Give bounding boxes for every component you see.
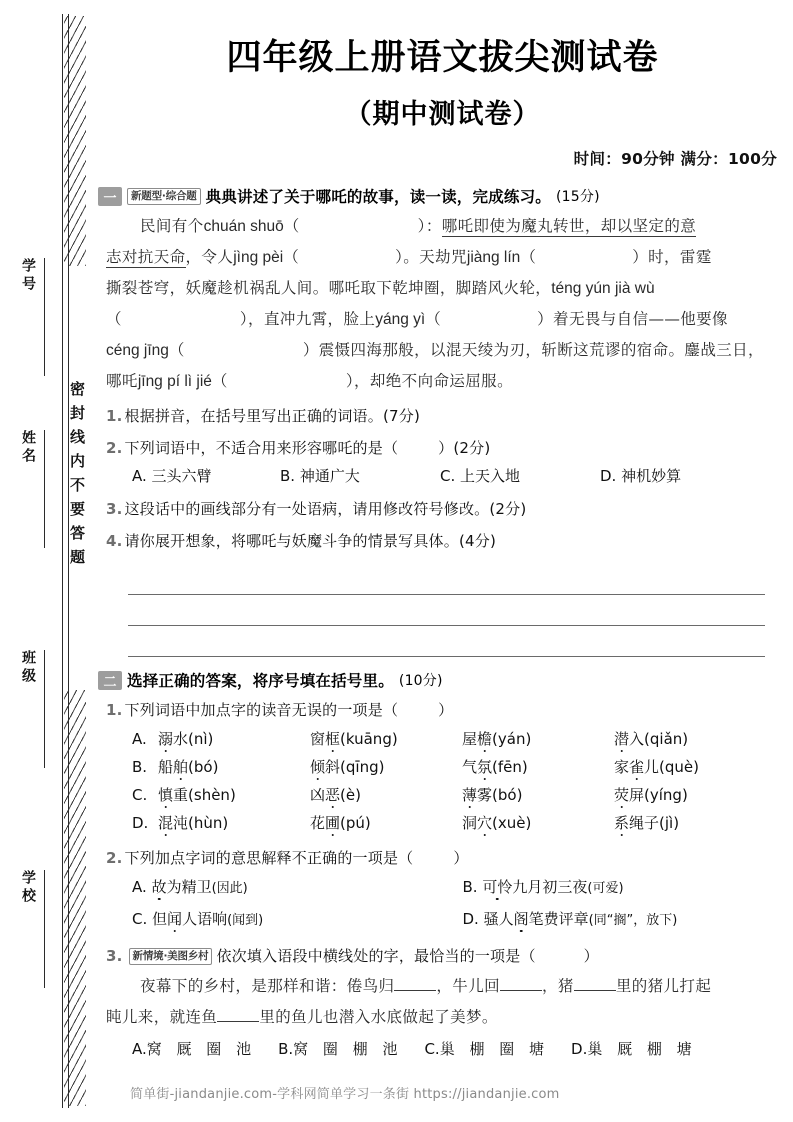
paper-body	[92, 0, 793, 1122]
section-number-2: 二	[98, 671, 122, 690]
cloze-blank-2[interactable]	[500, 990, 542, 991]
cell-c3-pinyin: (bó)	[492, 786, 523, 805]
answer-line[interactable]	[128, 626, 765, 657]
s2-q2-option-a-dotchar: 故	[151, 878, 167, 897]
cell-c2[interactable]	[310, 781, 462, 809]
table-row	[132, 753, 793, 781]
cell-b4-pinyin: (què)	[659, 758, 700, 777]
cell-c2-pinyin: (è)	[340, 786, 361, 805]
cell-d3-pinyin: (xuè)	[492, 814, 532, 833]
s2-q2-options-row-1	[132, 873, 793, 903]
answer-line[interactable]	[128, 564, 765, 595]
cloze-b: ，牛儿回	[436, 977, 501, 996]
cell-d1-post: 沌	[173, 814, 189, 833]
cell-a4-dotchar: 潜	[614, 730, 630, 749]
s1-q2-option-a[interactable]: A. 三头六臂	[132, 467, 212, 486]
field-student-id[interactable]	[10, 258, 58, 378]
passage-l2c: ）。天劫咒	[395, 248, 467, 267]
s1-q3-number: 3.	[106, 500, 123, 519]
section-tag-1: 新题型·综合题	[127, 188, 201, 205]
s2-q2-option-a-label: A.	[132, 878, 147, 897]
cell-a3-pinyin: (yán)	[492, 730, 532, 749]
cell-a2-dotchar: 框	[325, 730, 341, 749]
cell-b2-post: 斜	[325, 758, 341, 777]
s2-q2-option-c-note: (闻到)	[227, 913, 264, 929]
s1-q1-text: 根据拼音，在括号里写出正确的词语。	[124, 407, 383, 426]
s1-q2-tail: ）	[438, 439, 454, 458]
cell-a2-pinyin: (kuāng)	[340, 730, 398, 749]
cell-b4-dotchar: 雀	[629, 758, 645, 777]
cell-a4-pinyin: (qiǎn)	[644, 730, 689, 749]
cell-a1-post: 水	[173, 730, 189, 749]
cell-c2-dotchar: 恶	[325, 786, 341, 805]
passage-l2b: ，令人	[185, 248, 234, 267]
s2-q2-option-d-pre: 骚人	[483, 910, 514, 929]
s2-q2-option-c[interactable]	[132, 905, 463, 935]
passage-l2-pinyin2: jiàng lín	[466, 249, 521, 267]
cell-a3[interactable]	[462, 725, 614, 753]
s2-q2-option-d-dotchar: 阁	[513, 910, 529, 929]
table-row	[132, 781, 793, 809]
cloze-blank-1[interactable]	[394, 990, 436, 991]
s2-q2-option-d-post: 笔费评章	[528, 910, 589, 929]
s2-q3-option-d-chars: 巢 厩 棚 塘	[587, 1040, 697, 1059]
row-label-d: D.	[132, 814, 149, 833]
s2-q2-text: 下列加点字词的意思解释不正确的一项是（	[124, 849, 414, 868]
s1-q4-points: (4分)	[458, 532, 497, 551]
s2-q2-options-row-2	[132, 905, 793, 935]
cell-b3-pre: 气	[462, 758, 478, 777]
field-student-id-line	[44, 258, 45, 376]
section-number-1: 一	[98, 187, 122, 206]
s1-q4-text: 请你展开想象，将哪吒与妖魔斗争的情景写具体。	[124, 532, 459, 551]
cell-d1[interactable]	[158, 809, 310, 837]
s2-q2-option-d-label: D.	[462, 910, 479, 929]
s1-q2-option-d[interactable]: D. 神机妙算	[600, 467, 682, 486]
s2-q2-option-a-note: (因此)	[211, 881, 248, 897]
cell-d4[interactable]	[614, 809, 766, 837]
s1-q2-option-b[interactable]: B. 神通广大	[280, 467, 360, 486]
s1-q2-points: (2分)	[453, 439, 491, 458]
cell-d2-dotchar: 圃	[325, 814, 341, 833]
s2-question-1	[106, 697, 793, 723]
cell-a3-pre: 屋	[462, 730, 478, 749]
s2-q3-option-d[interactable]	[571, 1035, 697, 1063]
s2-q1-word-table	[132, 725, 793, 837]
s1-question-1	[106, 403, 793, 429]
s2-q2-option-b-dotchar: 可怜	[482, 878, 513, 897]
seal-column	[0, 0, 92, 1122]
s1-q2-text: 下列词语中，不适合用来形容哪吒的是（	[124, 439, 399, 458]
field-school-line	[44, 870, 45, 988]
s1-q2-options	[132, 463, 793, 490]
cell-c4[interactable]	[614, 781, 766, 809]
passage-l6-pinyin: jīng pí lì jié	[137, 373, 212, 391]
page-subtitle: （期中测试卷）	[344, 99, 541, 131]
cell-d4-pinyin: (jì)	[659, 814, 680, 833]
reading-passage: 民间有个chuán shuō（ ）：哪吒即使为魔丸转世，却以坚定的意 志对抗天命，令人jìng pèi（ ）。天劫咒jiàng lín（ ）时，雷霆 撕裂苍穹，妖魔趁机祸乱人间。哪吒取下乾坤圈，脚踏风火轮，téng yún jià wù （ ），直冲九霄，脸上yáng yì（ ）着无畏与自信——他要像 céng jīng（ ）震慑四海那般，以混天绫为刃，斩断这荒谬的宿命。鏖战三日， 哪吒jīng pí lì jié（ ），却绝不向命运屈服。	[106, 217, 764, 391]
s1-q1-points: (7分)	[382, 407, 421, 426]
s2-q3-option-a[interactable]	[132, 1035, 256, 1063]
passage-l1a: 民间有个	[140, 217, 204, 236]
seal-hatch-bottom	[64, 690, 86, 1106]
section-title-2: 选择正确的答案，将序号填在括号里。	[127, 672, 394, 691]
cell-c4-dotchar: 荧	[614, 786, 630, 805]
cell-a1-dotchar: 溺	[158, 730, 174, 749]
s1-q1-number: 1.	[106, 407, 123, 426]
field-name-line	[44, 430, 45, 548]
s2-q3-option-c-label: C.	[424, 1040, 440, 1059]
cell-d3-dotchar: 穴	[477, 814, 493, 833]
section-points-1: (15分)	[556, 189, 600, 206]
s1-q4-number: 4.	[106, 532, 123, 551]
s1-question-3	[106, 496, 793, 522]
s2-q2-option-d[interactable]	[463, 905, 793, 935]
s2-q3-option-b-chars: 窝 圈 棚 池	[293, 1040, 403, 1059]
cell-d3[interactable]	[462, 809, 614, 837]
cell-d1-dotchar: 混	[158, 814, 174, 833]
cell-b1-dotchar: 舶	[173, 758, 189, 777]
s2-q3-number: 3.	[106, 947, 123, 966]
s1-q3-text: 这段话中的画线部分有一处语病，请用修改符号修改。	[124, 500, 490, 519]
cloze-c: ，猪	[542, 977, 574, 996]
cell-c3[interactable]	[462, 781, 614, 809]
field-class[interactable]	[10, 650, 58, 770]
cell-c4-pinyin: (yíng)	[644, 786, 688, 805]
section-heading-2	[98, 669, 793, 691]
passage-l4a: ），直冲九霄，脸上	[239, 310, 376, 329]
cell-b1-pinyin: (bó)	[188, 758, 219, 777]
passage-l3: 撕裂苍穹，妖魔趁机祸乱人间。哪吒取下乾坤圈，脚踏风火轮，	[106, 279, 552, 298]
field-name-label: 姓名	[20, 430, 36, 466]
field-student-id-label: 学号	[20, 258, 36, 294]
field-class-line	[44, 650, 45, 768]
field-name[interactable]	[10, 430, 58, 550]
cell-d4-post: 绳子	[629, 814, 660, 833]
cell-a1-pinyin: (nì)	[188, 730, 214, 749]
s1-q2-option-c[interactable]: C. 上天入地	[440, 467, 521, 486]
cloze-f: 里的鱼儿也潜入水底做起了美梦。	[259, 1008, 498, 1027]
cell-b2[interactable]	[310, 753, 462, 781]
footer-watermark: 简单街-jiandanjie.com-学科网简单学习一条街 https://jiandanjie.com	[130, 1087, 560, 1102]
cloze-e: 盹儿来，就连鱼	[106, 1008, 218, 1027]
cell-c4-post: 屏	[629, 786, 645, 805]
cell-c1[interactable]	[158, 781, 310, 809]
s2-q3-option-d-label: D.	[571, 1040, 588, 1059]
cell-a4[interactable]	[614, 725, 766, 753]
passage-l6b: ），却绝不向命运屈服。	[345, 372, 513, 391]
cell-d4-dotchar: 系	[614, 814, 630, 833]
table-row	[132, 725, 793, 753]
cell-b1-pre: 船	[158, 758, 174, 777]
row-label-c: C.	[132, 786, 148, 805]
s2-q3-text: 依次填入语段中横线处的字，最恰当的一项是（	[216, 947, 536, 966]
s2-q3-option-b-label: B.	[278, 1040, 294, 1059]
section-title-1: 典典讲述了关于哪吒的故事，读一读，完成练习。	[205, 188, 551, 207]
s2-q2-option-b[interactable]	[463, 873, 793, 903]
s2-q3-options	[132, 1035, 793, 1063]
cell-b3[interactable]	[462, 753, 614, 781]
passage-underline-a: 哪吒即使为魔丸转世，却以坚定的意	[441, 217, 697, 236]
cell-a3-dotchar: 檐	[477, 730, 493, 749]
s2-q2-option-b-note: (可爱)	[587, 881, 624, 897]
passage-l2-pinyin: jìng pèi	[233, 249, 284, 267]
cell-d2[interactable]	[310, 809, 462, 837]
s2-question-2	[106, 845, 793, 871]
row-label-a: A.	[132, 730, 147, 749]
s2-q2-option-c-label: C.	[132, 910, 148, 929]
s2-q3-option-c-chars: 巢 棚 圈 塘	[439, 1040, 550, 1059]
table-row	[132, 809, 793, 837]
field-school-label: 学校	[20, 870, 36, 906]
cell-a2-pre: 窗	[310, 730, 326, 749]
s2-q3-option-a-label: A.	[132, 1040, 147, 1059]
cell-c3-post: 雾	[477, 786, 493, 805]
s2-q2-option-a[interactable]	[132, 873, 463, 903]
cloze-d: 里的猪儿打起	[615, 977, 712, 996]
s2-q2-option-b-label: B.	[462, 878, 478, 897]
cell-b4-post: 儿	[644, 758, 660, 777]
cell-b4-pre: 家	[614, 758, 630, 777]
passage-l4-pinyin: yáng yì	[375, 311, 426, 329]
cell-c1-dotchar: 慎	[158, 786, 174, 805]
section-points-2: (10分)	[398, 673, 443, 690]
passage-l2d: ）时，雷霆	[632, 248, 712, 267]
cloze-blank-3[interactable]	[574, 990, 616, 991]
s2-q3-option-b[interactable]	[278, 1035, 402, 1063]
s2-q2-option-c-dotchar: 闻	[167, 910, 183, 929]
s2-q2-option-c-post: 人语响	[182, 910, 228, 929]
s2-q3-tail: ）	[583, 947, 599, 966]
s1-question-2	[106, 435, 793, 461]
s2-q1-text: 下列词语中加点字的读音无误的一项是（	[124, 701, 399, 720]
passage-underline-b: 志对抗天命	[106, 248, 186, 267]
passage-l5a: ）震慑四海那般，以混天绫为刃，斩断这荒谬的宿命。鏖战三日，	[302, 341, 764, 360]
passage-l1-pinyin: chuán shuō	[203, 218, 284, 236]
s2-q2-option-a-post: 为精卫	[166, 878, 212, 897]
cell-d1-pinyin: (hùn)	[188, 814, 229, 833]
cell-c1-pinyin: (shèn)	[188, 786, 236, 805]
field-class-label: 班级	[20, 650, 36, 686]
s2-question-3	[106, 943, 793, 969]
page-title: 四年级上册语文拔尖测试卷	[226, 38, 659, 78]
passage-l1b: ）：	[417, 217, 442, 236]
cell-b1[interactable]	[158, 753, 310, 781]
cell-c3-dotchar: 薄	[462, 786, 478, 805]
s2-q3-option-a-chars: 窝 厩 圈 池	[146, 1040, 257, 1059]
s2-q1-tail: ）	[438, 701, 454, 720]
cloze-blank-4[interactable]	[217, 1021, 259, 1022]
row-label-b: B.	[132, 758, 148, 777]
s2-q3-tag: 新情境·美图乡村	[129, 948, 213, 965]
field-school[interactable]	[10, 870, 58, 990]
s2-q1-number: 1.	[106, 701, 123, 720]
cell-b3-dotchar: 氛	[477, 758, 493, 777]
exam-meta: 时间：90分钟 满分：100分	[573, 150, 777, 169]
s2-q2-option-b-post: 九月初三夜	[512, 878, 588, 897]
s2-q2-number: 2.	[106, 849, 123, 868]
cell-b4[interactable]	[614, 753, 766, 781]
seal-hatch-top	[64, 16, 86, 266]
passage-l5-pinyin: céng jīng	[106, 342, 169, 360]
cell-c1-post: 重	[173, 786, 189, 805]
cell-c2-pre: 凶	[310, 786, 326, 805]
cloze-a: 夜幕下的乡村，是那样和谐：倦鸟归	[140, 977, 395, 996]
s2-q3-option-c[interactable]	[424, 1035, 549, 1063]
cell-d3-pre: 洞	[462, 814, 478, 833]
s2-q3-cloze	[106, 971, 779, 1033]
s1-q4-answer-area[interactable]	[128, 564, 765, 657]
s2-q2-option-c-pre: 但	[152, 910, 168, 929]
passage-l4b: ）着无畏与自信——他要像	[537, 310, 728, 329]
cell-d2-pre: 花	[310, 814, 326, 833]
cell-b3-pinyin: (fēn)	[492, 758, 528, 777]
cell-a1[interactable]	[158, 725, 310, 753]
section-heading-1	[98, 185, 793, 207]
s2-q2-tail: ）	[453, 849, 469, 868]
cell-a2[interactable]	[310, 725, 462, 753]
cell-b2-pinyin: (qīng)	[340, 758, 385, 777]
s2-q2-option-d-note: (同“搁”，放下)	[588, 913, 678, 929]
cell-b2-dotchar: 倾	[310, 758, 326, 777]
answer-line[interactable]	[128, 595, 765, 626]
s1-q2-number: 2.	[106, 439, 123, 458]
s1-question-4	[106, 528, 793, 554]
seal-vertical-text: 密封线内不要答题	[68, 381, 86, 573]
cell-d2-pinyin: (pú)	[340, 814, 371, 833]
cell-a4-post: 入	[629, 730, 645, 749]
passage-l6a: 哪吒	[106, 372, 138, 391]
s1-q3-points: (2分)	[489, 500, 527, 519]
passage-l3-pinyin: téng yún jià wù	[551, 280, 655, 298]
